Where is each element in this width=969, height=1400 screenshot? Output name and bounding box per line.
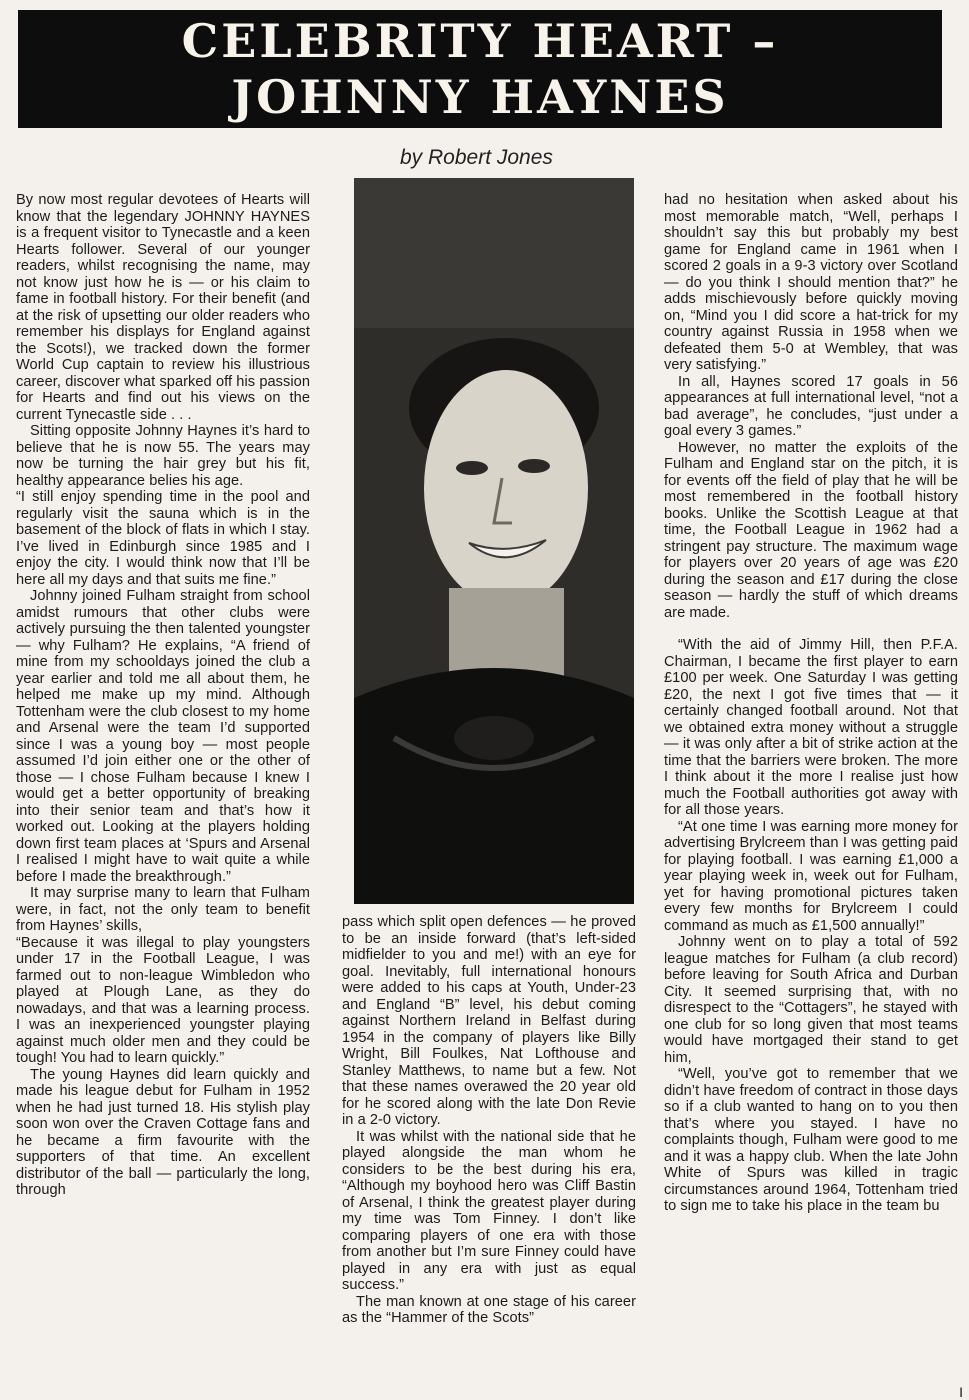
paragraph: “Because it was illegal to play youngsters under 17 in the Football League, I was farmed out to non-league Wimbledon who played at Plough Lane, as they do nowadays, and that was a learning process. I was an inexperienced youngster playing against much older men and they could be tough! You had to learn quickly.” [16,934,310,1066]
paragraph: Johnny joined Fulham straight from school amidst rumours that other clubs were actively pursuing the then talented youngster — why Fulham? He explains, “A friend of mine from my schooldays joined the club a year earlier and told me all about them, he helped me make up my mind. Although Tottenham were the club closest to my home and Arsenal were the team I’d supported since I was a young boy — most people assumed I’d join either one or the other of those — I chose Fulham because I knew I would get a better opportunity of breaking into their senior team and that’s how it worked out. Looking at the players holding down first team places at ‘Spurs and Arsenal I realised I might have to wait quite a while before I made the breakthrough.” [16,588,310,885]
portrait-illustration [354,178,634,904]
paragraph: It may surprise many to learn that Fulham were, in fact, not the only team to benefit from Haynes’ skills, [16,885,310,934]
title-line-2: JOHNNY HAYNES [231,70,729,124]
paragraph: The man known at one stage of his career as the “Hammer of the Scots” [342,1293,636,1326]
title-banner [18,10,942,128]
paragraph: had no hesitation when asked about his most memorable match, “Well, perhaps I shouldn’t say this but probably my best game for England came in 1961 when I scored 2 goals in a 9-3 victory over Scotland — do you think I should mention that?” he adds mischievously before quickly moving on, “Mind you I did score a hat-trick for my country against Russia in 1958 when we defeated them 5-0 at Wembley, that was very satisfying.” [664,192,958,373]
paragraph: However, no matter the exploits of the Fulham and England star on the pitch, it is for events off the field of play that he will be most remembered in the football history books. Unlike the Scottish League at that time, the Football League in 1962 had a stringent pay structure. The maximum wage for players over 20 years of age was £20 during the season and £17 during the close season — hardly the stuff of which dreams are made. [664,439,958,621]
paragraph: By now most regular devotees of Hearts will know that the legendary JOHNNY HAYNES is a frequent visitor to Tynecastle and a keen Hearts follower. Several of our younger readers, whilst recognising the name, may not know just how he is — or his claim to fame in football history. For their benefit (and at the risk of upsetting our older readers who remember his displays for England against the Scots!), we tracked down the former World Cup captain to review his illustrious career, discover what sparked off his passion for Hearts and find out his views on the current Tynecastle side . . . [16,192,310,423]
paragraph: “With the aid of Jimmy Hill, then P.F.A. Chairman, I became the first player to earn £100 per week. One Saturday I was getting £20, the next I got five times that — it certainly changed football around. Not that we obtained extra money without a struggle — it was only after a bit of strike action at the time that the barriers were broken. The more I think about it the more I realise just how much the Football authorities got away with for all those years. [664,637,958,818]
paragraph: In all, Haynes scored 17 goals in 56 appearances at full international level, “not a bad average”, he concludes, “just under a goal every 3 games.” [664,373,958,439]
paragraph: “Well, you’ve got to remember that we didn’t have freedom of contract in those days so if a club wanted to hang on to you then that’s where you stayed. I have no complaints though, Fulham were good to me and it was a happy club. When the late John White of Spurs was killed in tragic circumstances around 1964, Tottenham tried to sign me to take his place in the team bu [664,1066,958,1214]
paragraph: “At one time I was earning more money for advertising Brylcreem than I was getting paid for playing football. I was earning £1,000 a year playing week in, week out for Fulham, yet for having promotional pictures taken every few months for Brylcreem I could command as much as £1,500 annually!” [664,818,958,934]
paragraph: pass which split open defences — he proved to be an inside forward (that’s left-sided midfielder to you and me!) with an eye for goal. Inevitably, full international honours were added to his caps at Youth, Under-23 and England “B” level, his debut coming against Northern Ireland in Belfast during 1954 in the company of players like Billy Wright, Bill Foulkes, Nat Lofthouse and Stanley Matthews, to name but a few. Not that these names overawed the 20 year old for he scored along with the late Don Revie in a 2-0 victory. [342,914,636,1128]
paragraph: It was whilst with the national side that he played alongside the man whom he considers to be the best during his era, “Although my boyhood hero was Cliff Bastin of Arsenal, I think the greatest player during my time was Tom Finney. I don’t like comparing players of one era with those from another but I’m sure Finney could have played in any era with just as equal success.” [342,1128,636,1293]
article-column-3 [664,192,958,1215]
page-number: I [959,1384,963,1400]
paragraph: “I still enjoy spending time in the pool and regularly visit the sauna which is in the basement of the block of flats in which I stay. I’ve lived in Edinburgh since 1985 and I enjoy the city. I would think now that I’ll be here all my days and that suits me fine.” [16,489,310,588]
paragraph: Johnny went on to play a total of 592 league matches for Fulham (a club record) before leaving for South Africa and Durban City. It seemed surprising that, with no disrespect to the “Cottagers”, he stayed with one club for so long given that most teams would have mortgaged their stand to get him, [664,934,958,1066]
paragraph: Sitting opposite Johnny Haynes it’s hard to believe that he is now 55. The years may now be turning the hair grey but his fit, healthy appearance belies his age. [16,423,310,489]
paragraph: The young Haynes did learn quickly and made his league debut for Fulham in 1952 when he had just turned 18. His stylish play soon won over the Craven Cottage fans and he became a firm favourite with the supporters of that time. An excellent distributor of the ball — particularly the long, through [16,1066,310,1198]
article-column-2 [342,914,636,1327]
johnny-haynes-photo [354,178,634,904]
article-column-1 [16,192,310,1199]
title-line-1: CELEBRITY HEART – [181,14,779,68]
byline: by Robert Jones [400,146,553,169]
